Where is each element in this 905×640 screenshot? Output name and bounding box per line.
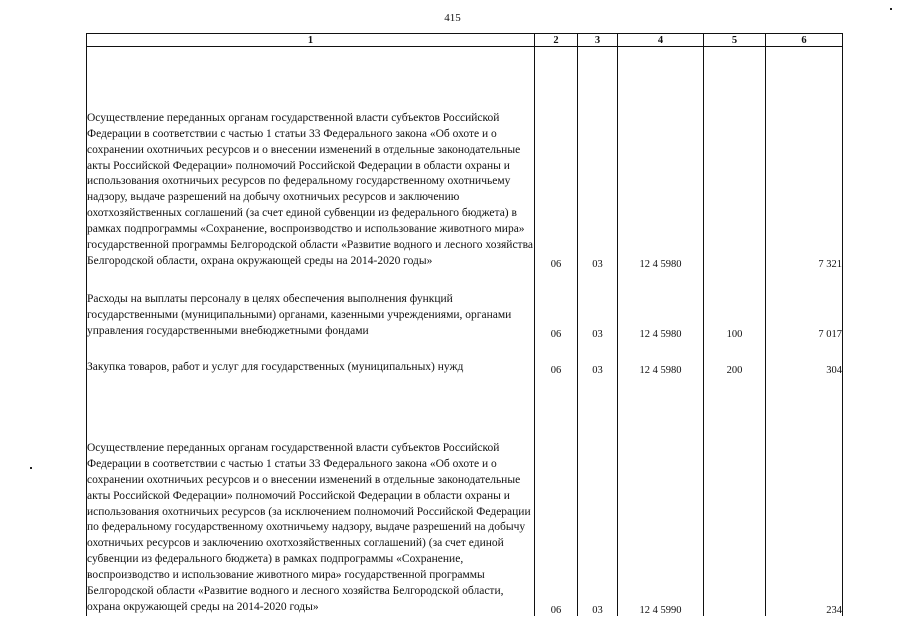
- row-subsection: 03: [578, 270, 618, 340]
- scan-mark: [30, 467, 32, 469]
- row-subsection: 03: [578, 340, 618, 376]
- budget-table: [86, 33, 843, 616]
- row-target-code: 12 4 5980: [618, 270, 704, 340]
- row-amount: 304: [766, 340, 843, 376]
- header-col-3: 3: [578, 34, 618, 47]
- scan-mark: [890, 8, 892, 10]
- row-description: Расходы на выплаты персоналу в целях обеспечения выполнения функций государственными (муниципальными) органами, казенными учреждениями, органами управления государственными внебюджетными фондами: [87, 270, 535, 340]
- header-col-5: 5: [704, 34, 766, 47]
- row-subsection: 03: [578, 376, 618, 616]
- row-amount: 7 321: [766, 47, 843, 270]
- row-target-code: 12 4 5980: [618, 340, 704, 376]
- row-description: Осуществление переданных органам государственной власти субъектов Российской Федерации в соответствии с частью 1 статьи 33 Федерального закона «Об охоте и о сохранении охотничьих ресурсов и о внесении изменений в отдельные законодательные акты Российской Федерации» полномочий Российской Федерации в области охраны и использования охотничьих ресурсов по федеральному государственному охотничьему надзору, выдаче разрешений на добычу охотничьих ресурсов и заключению охотхозяйственных соглашений (за счет единой субвенции из федерального бюджета) в рамках подпрограммы «Сохранение, воспроизводство и использование животного мира» государственной программы Белгородской области «Развитие водного и лесного хозяйства Белгородской области, охрана окружающей среды на 2014-2020 годы»: [87, 47, 535, 270]
- table-row: [87, 340, 843, 376]
- row-description: Осуществление переданных органам государственной власти субъектов Российской Федерации в соответствии с частью 1 статьи 33 Федерального закона «Об охоте и о сохранении охотничьих ресурсов и о внесении изменений в отдельные законодательные акты Российской Федерации» полномочий Российской Федерации в области охраны и использования охотничьих ресурсов (за исключением полномочий Российской Федерации по федеральному государственному охотничьему надзору, выдаче разрешений на добычу охотничьих ресурсов и заключению охотхозяйственных соглашений) (за счет единой субвенции из федерального бюджета) в рамках подпрограммы «Сохранение, воспроизводство и использование животного мира» государственной программы Белгородской области «Развитие водного и лесного хозяйства Белгородской области, охрана окружающей среды на 2014-2020 годы»: [87, 376, 535, 616]
- row-target-code: 12 4 5980: [618, 47, 704, 270]
- row-expense-type: 100: [704, 270, 766, 340]
- row-description: Закупка товаров, работ и услуг для государственных (муниципальных) нужд: [87, 340, 535, 376]
- page-number: 415: [444, 12, 461, 24]
- row-amount: 7 017: [766, 270, 843, 340]
- header-col-4: 4: [618, 34, 704, 47]
- row-expense-type: [704, 47, 766, 270]
- table-row: [87, 270, 843, 340]
- header-col-2: 2: [535, 34, 578, 47]
- row-subsection: 03: [578, 47, 618, 270]
- row-section: 06: [535, 340, 578, 376]
- header-col-1: 1: [87, 34, 535, 47]
- row-section: 06: [535, 270, 578, 340]
- row-expense-type: [704, 376, 766, 616]
- table-row: [87, 47, 843, 270]
- row-target-code: 12 4 5990: [618, 376, 704, 616]
- row-section: 06: [535, 376, 578, 616]
- row-amount: 234: [766, 376, 843, 616]
- row-section: 06: [535, 47, 578, 270]
- row-expense-type: 200: [704, 340, 766, 376]
- table-header-row: [87, 34, 843, 47]
- table-row: [87, 376, 843, 616]
- header-col-6: 6: [766, 34, 843, 47]
